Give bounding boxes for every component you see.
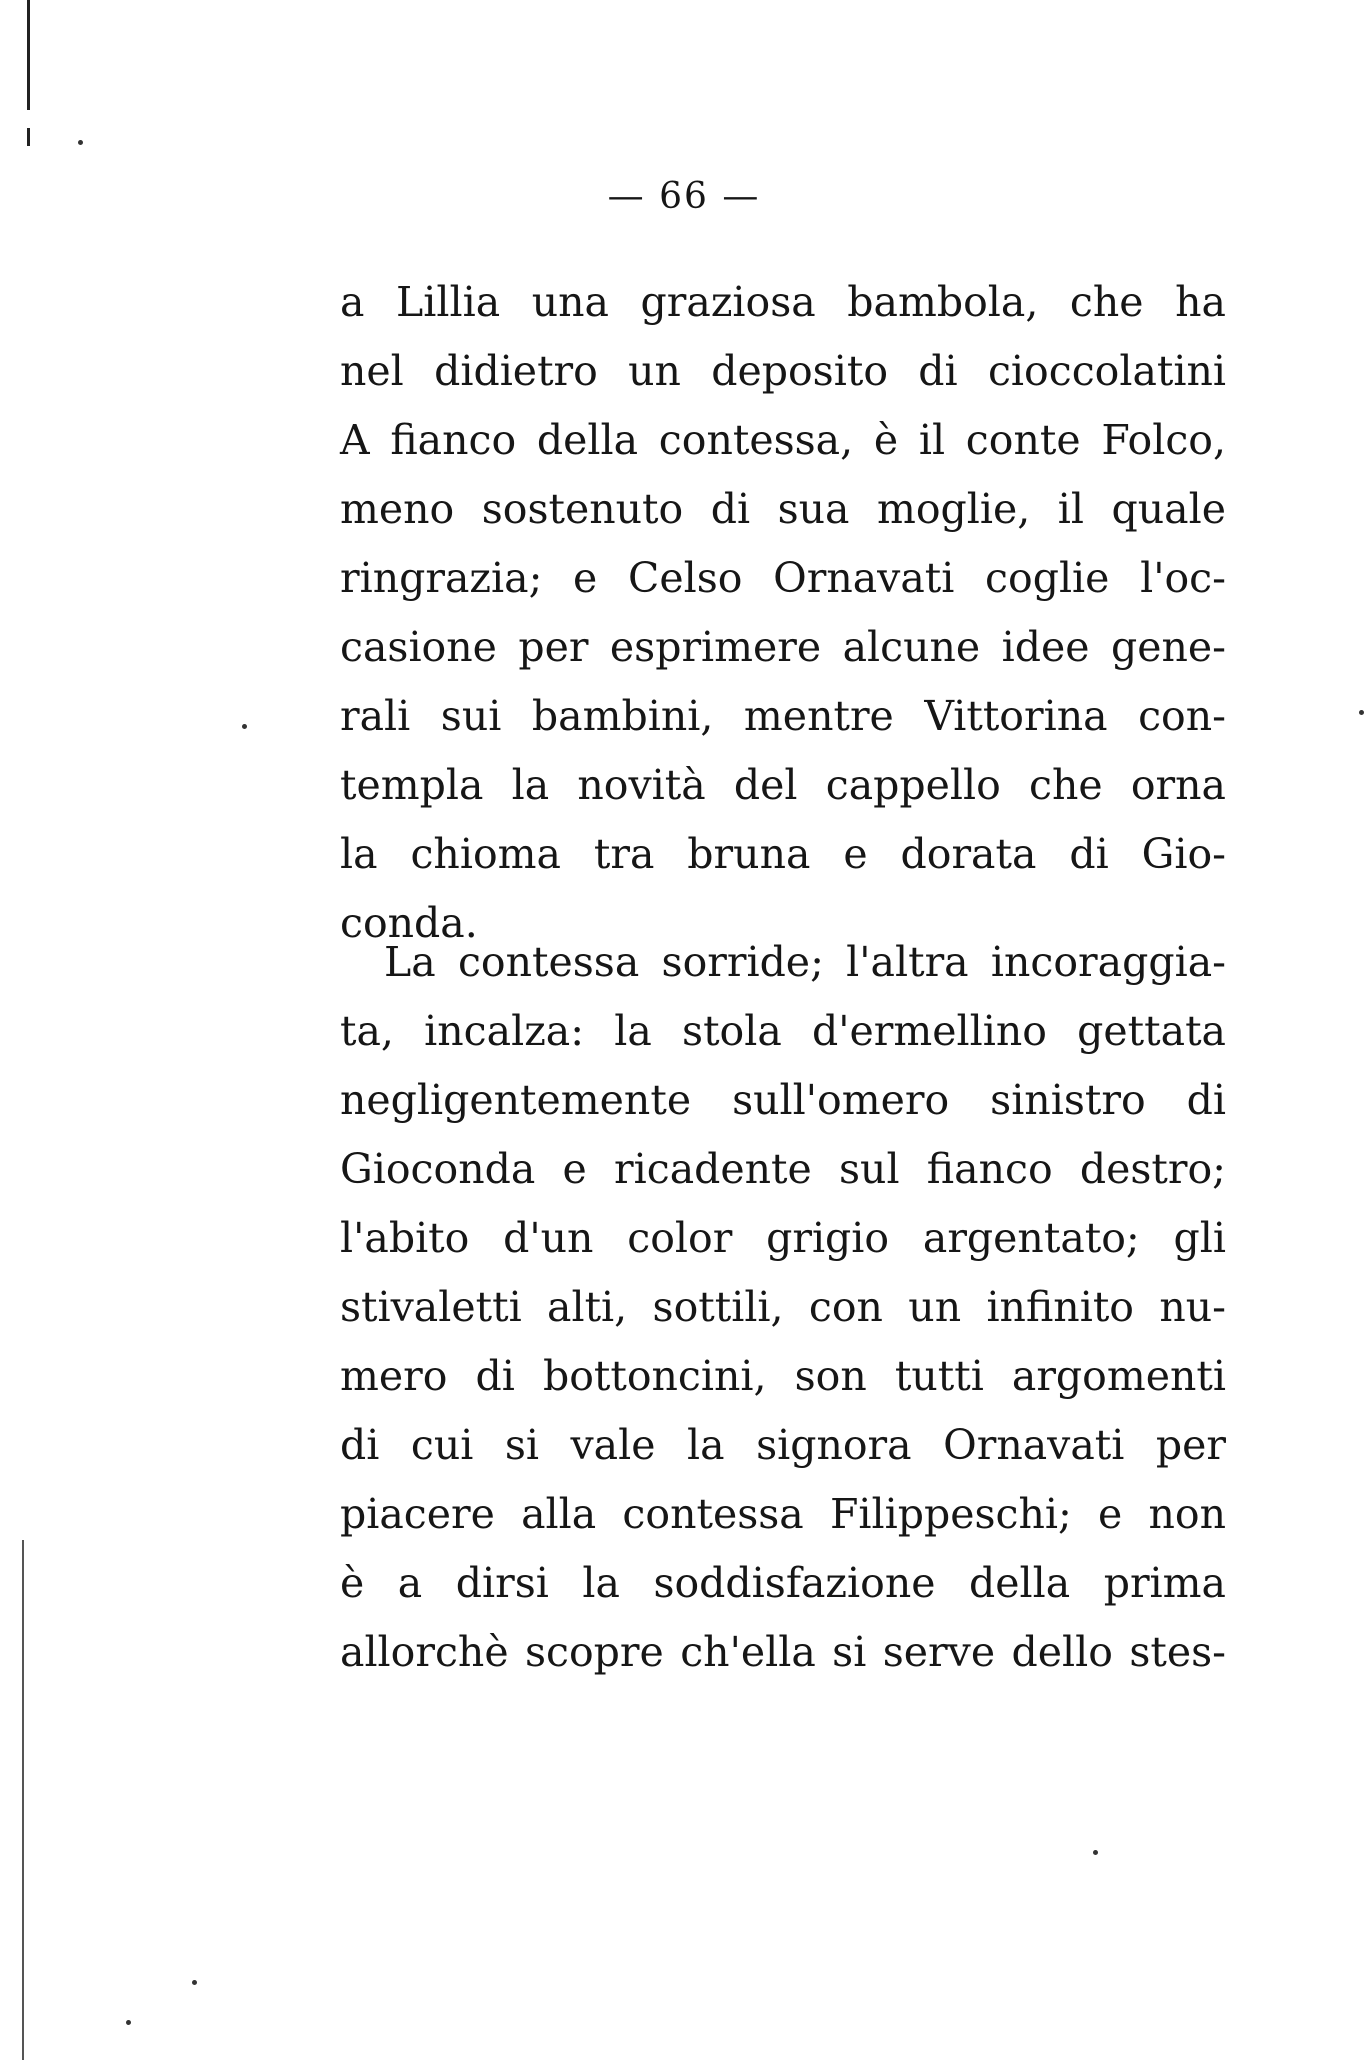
text-line: casione per esprimere alcune idee gene- [340, 623, 1226, 671]
text-line: allorchè scopre ch'ella si serve dello stes- [340, 1628, 1226, 1676]
text-line: rali sui bambini, mentre Vittorina con- [340, 692, 1226, 740]
scan-edge-mark [27, 128, 30, 146]
scan-edge-mark [22, 1540, 24, 2060]
text-line: mero di bottoncini, son tutti argomenti [340, 1352, 1226, 1400]
scan-speck [1093, 1850, 1098, 1855]
text-line: piacere alla contessa Filippeschi; e non [340, 1490, 1226, 1538]
scan-speck [242, 724, 247, 729]
text-line: Gioconda e ricadente sul fianco destro; [340, 1145, 1226, 1193]
text-line: A fianco della contessa, è il conte Folco, [340, 416, 1226, 464]
text-line: la chioma tra bruna e dorata di Gio- [340, 830, 1226, 878]
text-line: di cui si vale la signora Ornavati per [340, 1421, 1226, 1469]
text-line: è a dirsi la soddisfazione della prima [340, 1559, 1226, 1607]
paragraph [340, 268, 1226, 958]
text-line: conda. [340, 899, 478, 947]
text-line: negligentemente sull'omero sinistro di [340, 1076, 1226, 1124]
text-line: ta, incalza: la stola d'ermellino gettata [340, 1007, 1226, 1055]
page-number: — 66 — [607, 176, 761, 217]
text-line: templa la novità del cappello che orna [340, 761, 1226, 809]
paragraph [340, 928, 1226, 1687]
text-line: stivaletti alti, sottili, con un infinito nu- [340, 1283, 1226, 1331]
scan-speck [78, 140, 83, 145]
text-line: ringrazia; e Celso Ornavati coglie l'oc- [340, 554, 1226, 602]
scan-speck [192, 1980, 197, 1985]
scan-edge-mark [27, 0, 30, 110]
text-line: meno sostenuto di sua moglie, il quale [340, 485, 1226, 533]
scan-speck [1359, 710, 1364, 715]
scan-speck [126, 2020, 131, 2025]
text-line: l'abito d'un color grigio argentato; gli [340, 1214, 1226, 1262]
text-line: La contessa sorride; l'altra incoraggia- [384, 938, 1226, 986]
text-line: a Lillia una graziosa bambola, che ha [340, 278, 1226, 326]
text-line: nel didietro un deposito di cioccolatini [340, 347, 1226, 395]
